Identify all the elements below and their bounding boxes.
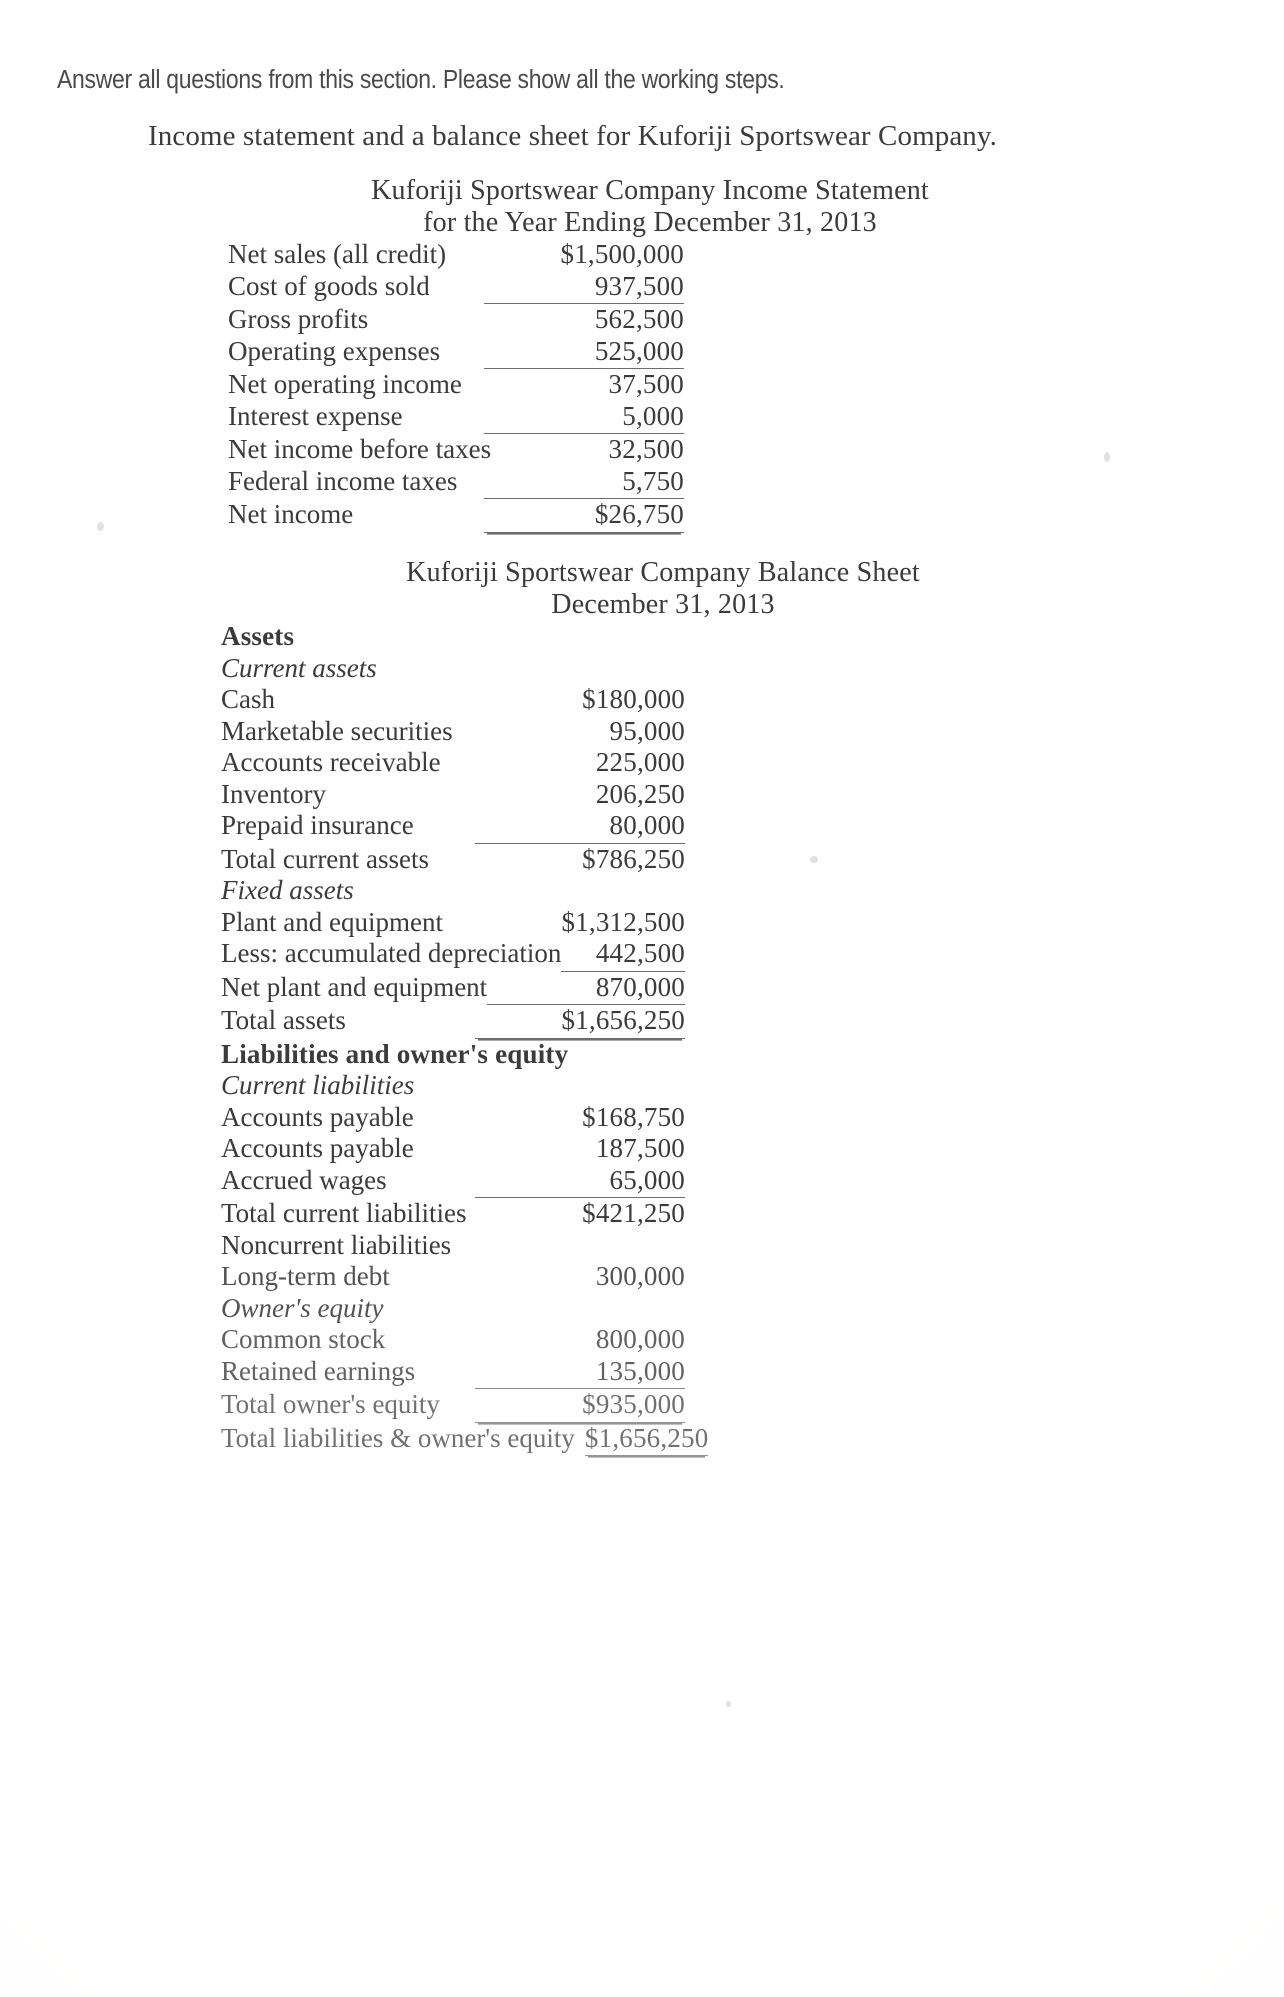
row-label: Long-term debt	[221, 1261, 390, 1291]
row-label: Net income before taxes	[228, 434, 492, 464]
row-amount: 65,000	[475, 1165, 685, 1199]
row-amount: 32,500	[608, 434, 684, 464]
statement-row	[221, 653, 685, 685]
statement-row	[221, 1261, 685, 1293]
row-label: Accrued wages	[221, 1164, 387, 1195]
balance-sheet-title-line2: December 31, 2013	[551, 589, 775, 620]
statement-row	[221, 1293, 685, 1325]
row-label: Prepaid insurance	[221, 810, 414, 840]
statement-row	[221, 1324, 685, 1356]
row-label: Total current assets	[221, 843, 430, 874]
row-amount: 80,000	[475, 810, 685, 844]
statement-row	[221, 1133, 685, 1165]
row-amount: 5,750	[484, 466, 684, 500]
statement-row	[221, 779, 685, 811]
income-statement-rows	[0, 239, 1284, 533]
row-amount: $786,250	[582, 843, 685, 874]
row-amount: $1,500,000	[560, 239, 684, 269]
statement-row	[221, 1039, 685, 1071]
statement-row	[221, 1005, 685, 1039]
row-amount: 95,000	[609, 715, 685, 746]
statement-row	[228, 369, 684, 401]
row-label: Accounts payable	[221, 1133, 414, 1163]
row-amount: 37,500	[608, 369, 684, 399]
statement-row	[221, 1102, 685, 1134]
row-amount: 225,000	[595, 747, 685, 777]
row-label: Total current liabilities	[221, 1198, 467, 1228]
row-amount: $180,000	[582, 684, 685, 714]
row-amount: $1,656,250	[585, 1423, 709, 1457]
row-label: Interest expense	[228, 400, 403, 431]
row-amount: $1,312,500	[561, 906, 685, 937]
row-amount: 442,500	[561, 938, 685, 972]
balance-sheet-title-line1: Kuforiji Sportswear Company Balance Sheet	[406, 557, 920, 588]
row-label: Cash	[221, 684, 275, 714]
row-amount: 206,250	[595, 778, 685, 809]
statement-row	[221, 1356, 685, 1390]
statement-row	[221, 844, 685, 876]
row-label: Total assets	[221, 1005, 346, 1035]
row-amount: $168,750	[582, 1101, 685, 1132]
statement-row	[221, 1070, 685, 1102]
row-label: Noncurrent liabilities	[221, 1229, 452, 1260]
statement-row	[228, 271, 684, 305]
row-amount: $26,750	[484, 499, 684, 533]
statement-row	[221, 684, 685, 716]
income-statement-title-line1: Kuforiji Sportswear Company Income Statement	[371, 175, 929, 206]
row-label: Gross profits	[228, 304, 369, 334]
row-amount: 800,000	[595, 1324, 685, 1354]
statement-row	[228, 466, 684, 500]
row-amount: $421,250	[582, 1198, 685, 1228]
row-label: Federal income taxes	[228, 465, 458, 496]
statement-row	[221, 875, 685, 907]
balance-sheet-rows	[0, 621, 1284, 1456]
row-label: Inventory	[221, 778, 326, 809]
statement-row	[228, 401, 684, 435]
statement-row	[221, 747, 685, 779]
row-label: Total liabilities & owner's equity	[221, 1422, 575, 1453]
row-amount: 5,000	[484, 401, 684, 435]
statement-row	[228, 434, 684, 466]
row-label: Accounts receivable	[221, 747, 441, 777]
statement-row	[221, 938, 685, 972]
income-statement-block	[0, 175, 1284, 533]
statement-row	[221, 1198, 685, 1230]
row-label: Total owner's equity	[221, 1389, 440, 1419]
row-label: Current liabilities	[221, 1070, 415, 1100]
row-label: Common stock	[221, 1324, 386, 1354]
row-label: Net plant and equipment	[221, 971, 488, 1002]
statement-row	[221, 716, 685, 748]
row-amount: 135,000	[475, 1356, 685, 1390]
row-label: Less: accumulated depreciation	[221, 938, 562, 968]
instruction-text: Answer all questions from this section. Please show all the working steps.	[57, 66, 785, 94]
statement-row	[221, 810, 685, 844]
balance-sheet-block	[0, 557, 1284, 1456]
row-amount: 300,000	[595, 1261, 685, 1291]
statement-row	[221, 621, 685, 653]
scan-speck	[726, 1701, 731, 1707]
statement-row	[228, 304, 684, 336]
row-label: Net operating income	[228, 369, 462, 399]
row-label: Fixed assets	[221, 875, 354, 905]
statement-row	[228, 336, 684, 370]
row-amount: $1,656,250	[475, 1005, 685, 1039]
row-label: Current assets	[221, 652, 377, 683]
income-statement-title	[0, 175, 1284, 239]
row-label: Retained earnings	[221, 1355, 416, 1386]
statement-row	[221, 1422, 709, 1457]
row-amount: 937,500	[484, 271, 684, 305]
row-label: Net income	[228, 499, 354, 529]
statement-row	[221, 972, 685, 1006]
statement-row	[221, 1165, 685, 1199]
row-label: Operating expenses	[228, 335, 441, 366]
income-statement-title-line2: for the Year Ending December 31, 2013	[423, 207, 877, 238]
row-label: Accounts payable	[221, 1101, 414, 1132]
row-label: Owner's equity	[221, 1292, 384, 1323]
row-label: Marketable securities	[221, 715, 453, 746]
row-amount: 870,000	[487, 972, 685, 1006]
statement-row	[228, 499, 684, 533]
balance-sheet-title	[0, 557, 1284, 621]
row-amount: 525,000	[484, 336, 684, 370]
row-label: Plant and equipment	[221, 906, 443, 937]
row-label: Liabilities and owner's equity	[221, 1038, 569, 1069]
statement-row	[228, 239, 684, 271]
statement-row	[221, 1230, 685, 1262]
row-amount: $935,000	[475, 1389, 685, 1423]
row-amount: 187,500	[595, 1133, 685, 1163]
row-label: Cost of goods sold	[228, 270, 430, 301]
statement-row	[221, 907, 685, 939]
statement-row	[221, 1389, 685, 1423]
subject-text: Income statement and a balance sheet for Kuforiji Sportswear Company.	[148, 120, 997, 152]
row-label: Assets	[221, 621, 295, 651]
row-label: Net sales (all credit)	[228, 239, 447, 269]
row-amount: 562,500	[594, 304, 684, 334]
